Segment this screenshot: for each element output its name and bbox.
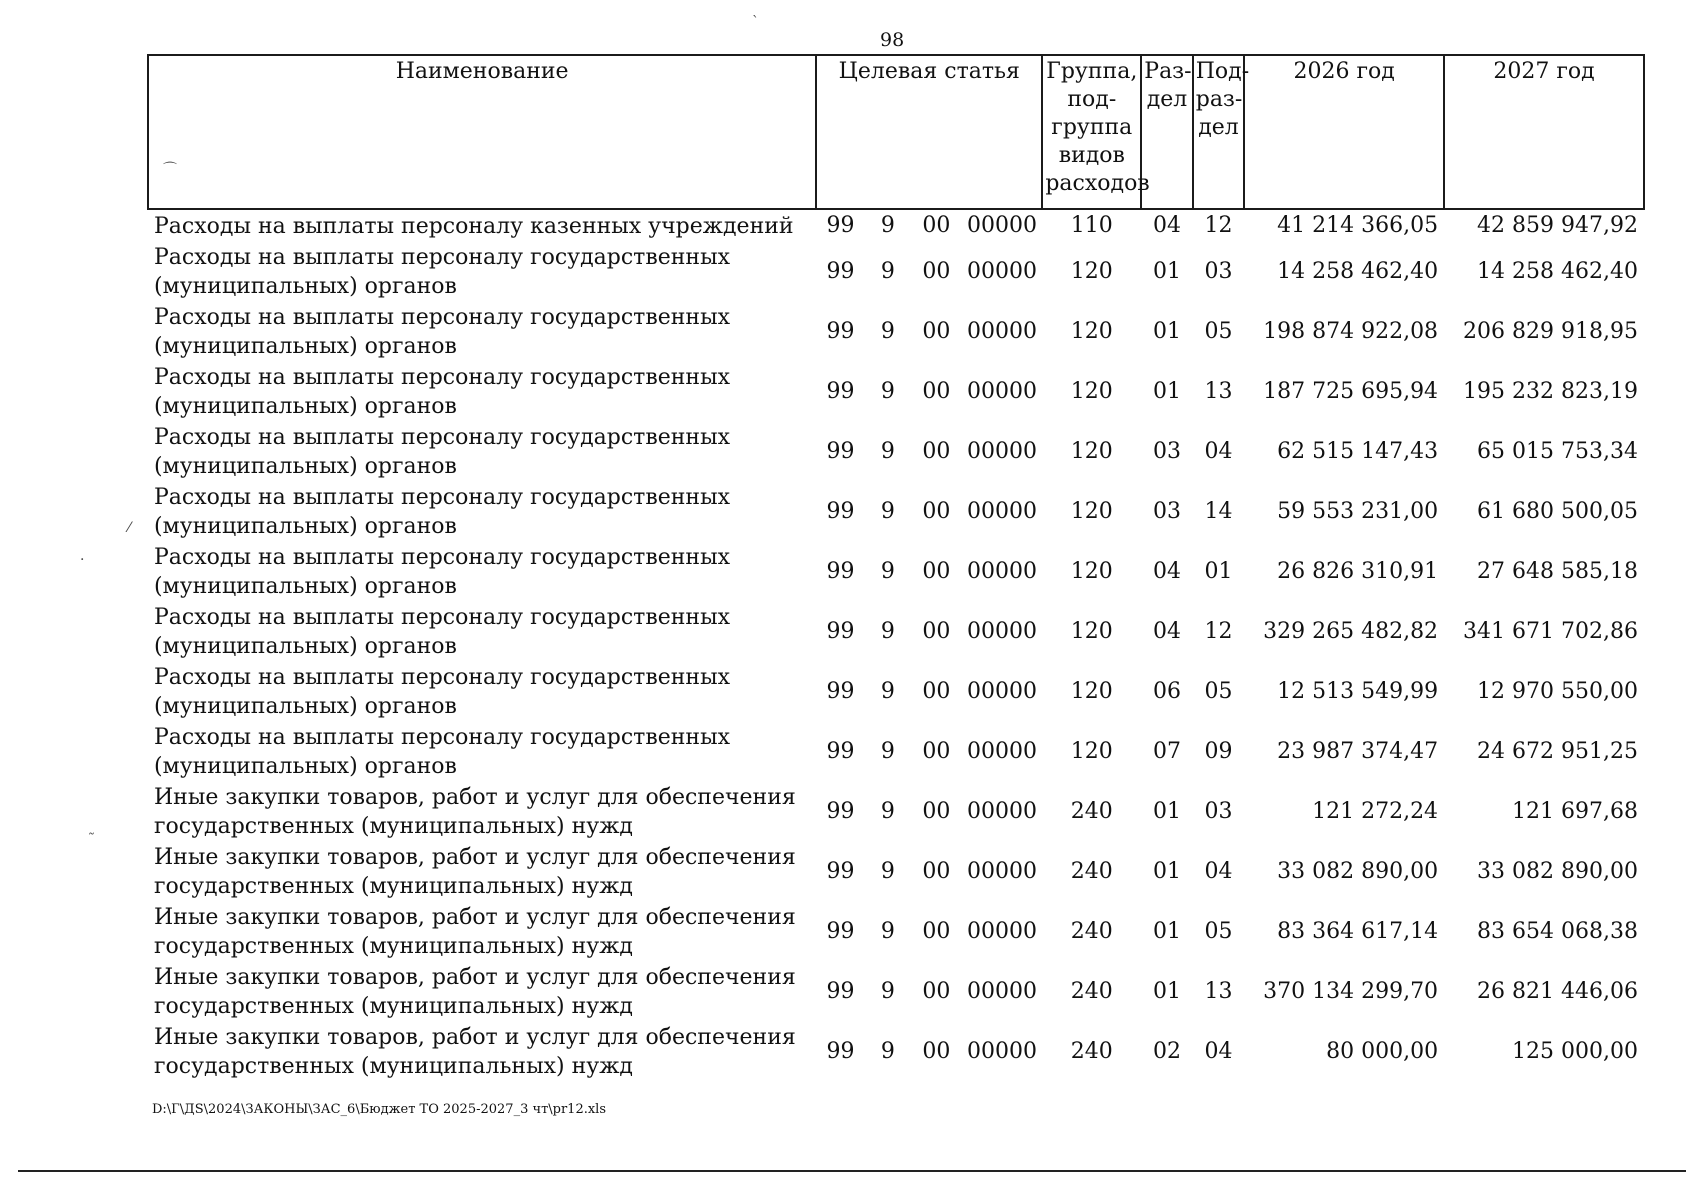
row-section: 01 xyxy=(1153,799,1181,824)
row-target-subprogram: 9 xyxy=(880,979,895,1004)
row-expense-group: 120 xyxy=(1070,739,1113,764)
header-name-label: Наименование xyxy=(395,59,569,84)
row-target-subprogram: 9 xyxy=(880,559,895,584)
row-amount-2027: 26 821 446,06 xyxy=(1477,979,1638,1004)
row-amount-2027: 24 672 951,25 xyxy=(1477,739,1638,764)
scan-mark: ˷ xyxy=(88,820,95,836)
scan-dot: · xyxy=(80,552,85,568)
row-target-event: 00 xyxy=(922,213,951,238)
row-target-event: 00 xyxy=(922,439,951,464)
row-subsection: 14 xyxy=(1204,499,1233,524)
row-target-event: 00 xyxy=(922,919,951,944)
row-expense-group: 110 xyxy=(1070,213,1113,238)
row-expense-group: 120 xyxy=(1070,619,1113,644)
row-amount-2027: 27 648 585,18 xyxy=(1477,559,1638,584)
row-target-program: 99 xyxy=(826,799,855,824)
scan-mark: ⌒ xyxy=(163,162,177,178)
row-target-subprogram: 9 xyxy=(880,259,895,284)
row-amount-2026: 80 000,00 xyxy=(1326,1039,1439,1064)
row-section: 01 xyxy=(1153,379,1181,404)
row-target-subprogram: 9 xyxy=(880,499,895,524)
row-target-direction: 00000 xyxy=(966,679,1037,704)
row-target-subprogram: 9 xyxy=(880,739,895,764)
row-target-event: 00 xyxy=(922,739,951,764)
row-amount-2027: 14 258 462,40 xyxy=(1477,259,1638,284)
scan-dot: ˋ xyxy=(752,14,759,30)
header-expense-group: Группа, под- группа видов расходов xyxy=(1042,55,1141,209)
row-name: Расходы на выплаты персоналу государственных (муниципальных) органов xyxy=(154,545,730,599)
row-target-program: 99 xyxy=(826,859,855,884)
row-target-event: 00 xyxy=(922,259,951,284)
row-amount-2027: 61 680 500,05 xyxy=(1477,499,1638,524)
row-target-event: 00 xyxy=(922,799,951,824)
row-section: 01 xyxy=(1153,319,1181,344)
row-name: Расходы на выплаты персоналу казенных учреждений xyxy=(154,213,794,239)
row-target-event: 00 xyxy=(922,679,951,704)
header-section: Раз- дел xyxy=(1141,55,1192,209)
row-section: 01 xyxy=(1153,979,1181,1004)
row-expense-group: 240 xyxy=(1070,979,1113,1004)
row-expense-group: 120 xyxy=(1070,439,1113,464)
row-expense-group: 120 xyxy=(1070,679,1113,704)
row-subsection: 09 xyxy=(1204,739,1233,764)
row-target-subprogram: 9 xyxy=(880,859,895,884)
row-amount-2027: 341 671 702,86 xyxy=(1463,619,1638,644)
row-target-program: 99 xyxy=(826,1039,855,1064)
row-subsection: 05 xyxy=(1204,679,1233,704)
row-target-direction: 00000 xyxy=(966,799,1037,824)
row-target-subprogram: 9 xyxy=(880,1039,895,1064)
row-amount-2027: 195 232 823,19 xyxy=(1463,379,1638,404)
row-amount-2026: 59 553 231,00 xyxy=(1277,499,1439,524)
row-name: Иные закупки товаров, работ и услуг для обеспечения государственных (муниципальных) нужд xyxy=(154,965,796,1019)
row-amount-2027: 33 082 890,00 xyxy=(1477,859,1638,884)
row-name: Иные закупки товаров, работ и услуг для обеспечения государственных (муниципальных) нужд xyxy=(154,845,796,899)
row-section: 01 xyxy=(1153,919,1181,944)
row-amount-2026: 187 725 695,94 xyxy=(1263,379,1439,404)
row-name: Расходы на выплаты персоналу государственных (муниципальных) органов xyxy=(154,425,730,479)
budget-table-container xyxy=(147,54,1645,1082)
row-target-event: 00 xyxy=(922,559,951,584)
row-expense-group: 240 xyxy=(1070,1039,1113,1064)
row-name: Расходы на выплаты персоналу государственных (муниципальных) органов xyxy=(154,305,730,359)
table-row xyxy=(148,842,1644,902)
row-name: Расходы на выплаты персоналу государственных (муниципальных) органов xyxy=(154,725,730,779)
row-target-direction: 00000 xyxy=(966,859,1037,884)
row-target-direction: 00000 xyxy=(966,259,1037,284)
row-amount-2026: 83 364 617,14 xyxy=(1277,919,1439,944)
table-row xyxy=(148,662,1644,722)
row-target-event: 00 xyxy=(922,619,951,644)
row-section: 06 xyxy=(1153,679,1181,704)
table-row xyxy=(148,302,1644,362)
row-target-subprogram: 9 xyxy=(880,619,895,644)
row-expense-group: 120 xyxy=(1070,319,1113,344)
table-body xyxy=(148,209,1644,1082)
row-expense-group: 240 xyxy=(1070,799,1113,824)
row-target-direction: 00000 xyxy=(966,919,1037,944)
row-subsection: 05 xyxy=(1204,319,1233,344)
footer-file-path: D:\Г\ДS\2024\ЗАКОНЫ\ЗАС_6\Бюджет ТО 2025-2027_3 чт\pr12.xls xyxy=(152,1102,607,1117)
row-amount-2027: 12 970 550,00 xyxy=(1477,679,1638,704)
row-target-program: 99 xyxy=(826,499,855,524)
header-year-2027: 2027 год xyxy=(1444,55,1644,209)
row-section: 01 xyxy=(1153,259,1181,284)
table-row xyxy=(148,782,1644,842)
row-target-program: 99 xyxy=(826,379,855,404)
header-target-article: Целевая статья xyxy=(816,55,1042,209)
row-target-direction: 00000 xyxy=(966,979,1037,1004)
row-amount-2027: 206 829 918,95 xyxy=(1463,319,1638,344)
row-section: 04 xyxy=(1153,619,1181,644)
row-amount-2026: 198 874 922,08 xyxy=(1263,319,1439,344)
row-target-direction: 00000 xyxy=(966,559,1037,584)
row-name: Расходы на выплаты персоналу государственных (муниципальных) органов xyxy=(154,365,730,419)
page-number: 98 xyxy=(880,29,905,51)
row-target-program: 99 xyxy=(826,739,855,764)
row-target-program: 99 xyxy=(826,259,855,284)
row-amount-2027: 42 859 947,92 xyxy=(1477,213,1638,238)
row-section: 07 xyxy=(1153,739,1181,764)
row-target-program: 99 xyxy=(826,619,855,644)
row-target-subprogram: 9 xyxy=(880,439,895,464)
row-target-event: 00 xyxy=(922,979,951,1004)
row-target-event: 00 xyxy=(922,379,951,404)
row-section: 01 xyxy=(1153,859,1181,884)
row-expense-group: 240 xyxy=(1070,919,1113,944)
budget-table xyxy=(147,54,1645,1082)
row-target-subprogram: 9 xyxy=(880,319,895,344)
row-expense-group: 240 xyxy=(1070,859,1113,884)
row-target-program: 99 xyxy=(826,439,855,464)
row-subsection: 04 xyxy=(1204,439,1233,464)
row-section: 04 xyxy=(1153,213,1181,238)
table-row xyxy=(148,242,1644,302)
row-subsection: 12 xyxy=(1204,619,1233,644)
header-subsection: Под- раз- дел xyxy=(1193,55,1244,209)
table-row xyxy=(148,422,1644,482)
row-subsection: 05 xyxy=(1204,919,1233,944)
row-expense-group: 120 xyxy=(1070,559,1113,584)
row-subsection: 12 xyxy=(1204,213,1233,238)
row-amount-2026: 26 826 310,91 xyxy=(1277,559,1439,584)
row-expense-group: 120 xyxy=(1070,499,1113,524)
table-row xyxy=(148,1022,1644,1082)
row-target-subprogram: 9 xyxy=(880,679,895,704)
table-row xyxy=(148,602,1644,662)
row-target-direction: 00000 xyxy=(966,319,1037,344)
row-amount-2027: 83 654 068,38 xyxy=(1477,919,1638,944)
row-amount-2026: 33 082 890,00 xyxy=(1277,859,1439,884)
table-row xyxy=(148,482,1644,542)
row-expense-group: 120 xyxy=(1070,259,1113,284)
row-target-event: 00 xyxy=(922,499,951,524)
row-target-direction: 00000 xyxy=(966,739,1037,764)
row-target-program: 99 xyxy=(826,213,855,238)
row-subsection: 01 xyxy=(1204,559,1233,584)
row-target-event: 00 xyxy=(922,1039,951,1064)
row-amount-2027: 65 015 753,34 xyxy=(1477,439,1638,464)
row-target-subprogram: 9 xyxy=(880,919,895,944)
table-row xyxy=(148,542,1644,602)
row-target-event: 00 xyxy=(922,319,951,344)
row-section: 04 xyxy=(1153,559,1181,584)
row-amount-2026: 62 515 147,43 xyxy=(1277,439,1439,464)
header-year-2026: 2026 год xyxy=(1244,55,1444,209)
row-target-subprogram: 9 xyxy=(880,799,895,824)
row-amount-2027: 121 697,68 xyxy=(1512,799,1638,824)
header-name xyxy=(148,55,816,209)
row-target-subprogram: 9 xyxy=(880,379,895,404)
row-target-direction: 00000 xyxy=(966,619,1037,644)
row-target-program: 99 xyxy=(826,559,855,584)
row-section: 02 xyxy=(1153,1039,1181,1064)
row-section: 03 xyxy=(1153,499,1181,524)
row-name: Иные закупки товаров, работ и услуг для обеспечения государственных (муниципальных) нужд xyxy=(154,785,796,839)
table-row xyxy=(148,722,1644,782)
row-subsection: 04 xyxy=(1204,859,1233,884)
table-header-row xyxy=(148,55,1644,209)
row-name: Расходы на выплаты персоналу государственных (муниципальных) органов xyxy=(154,605,730,659)
row-section: 03 xyxy=(1153,439,1181,464)
row-amount-2026: 12 513 549,99 xyxy=(1277,679,1439,704)
row-amount-2026: 329 265 482,82 xyxy=(1263,619,1439,644)
row-subsection: 13 xyxy=(1204,979,1233,1004)
row-target-program: 99 xyxy=(826,679,855,704)
row-target-direction: 00000 xyxy=(966,1039,1037,1064)
table-row xyxy=(148,209,1644,242)
row-target-direction: 00000 xyxy=(966,379,1037,404)
row-name: Расходы на выплаты персоналу государственных (муниципальных) органов xyxy=(154,485,730,539)
table-row xyxy=(148,902,1644,962)
row-amount-2026: 14 258 462,40 xyxy=(1277,259,1439,284)
row-target-subprogram: 9 xyxy=(880,213,895,238)
row-name: Расходы на выплаты персоналу государственных (муниципальных) органов xyxy=(154,665,730,719)
row-subsection: 04 xyxy=(1204,1039,1233,1064)
row-subsection: 03 xyxy=(1204,799,1233,824)
row-target-program: 99 xyxy=(826,319,855,344)
row-name: Иные закупки товаров, работ и услуг для обеспечения государственных (муниципальных) нужд xyxy=(154,905,796,959)
row-subsection: 03 xyxy=(1204,259,1233,284)
row-amount-2027: 125 000,00 xyxy=(1512,1039,1638,1064)
row-amount-2026: 23 987 374,47 xyxy=(1277,739,1439,764)
row-target-direction: 00000 xyxy=(966,499,1037,524)
table-row xyxy=(148,962,1644,1022)
row-name: Иные закупки товаров, работ и услуг для обеспечения государственных (муниципальных) нужд xyxy=(154,1025,796,1079)
row-target-direction: 00000 xyxy=(966,439,1037,464)
row-target-direction: 00000 xyxy=(966,213,1037,238)
row-expense-group: 120 xyxy=(1070,379,1113,404)
row-target-program: 99 xyxy=(826,919,855,944)
bottom-divider xyxy=(18,1170,1686,1172)
row-target-event: 00 xyxy=(922,859,951,884)
row-name: Расходы на выплаты персоналу государственных (муниципальных) органов xyxy=(154,245,730,299)
row-amount-2026: 370 134 299,70 xyxy=(1263,979,1439,1004)
table-row xyxy=(148,362,1644,422)
row-amount-2026: 41 214 366,05 xyxy=(1277,213,1439,238)
scan-mark: ⁄ xyxy=(128,520,131,536)
row-amount-2026: 121 272,24 xyxy=(1312,799,1439,824)
row-subsection: 13 xyxy=(1204,379,1233,404)
row-target-program: 99 xyxy=(826,979,855,1004)
